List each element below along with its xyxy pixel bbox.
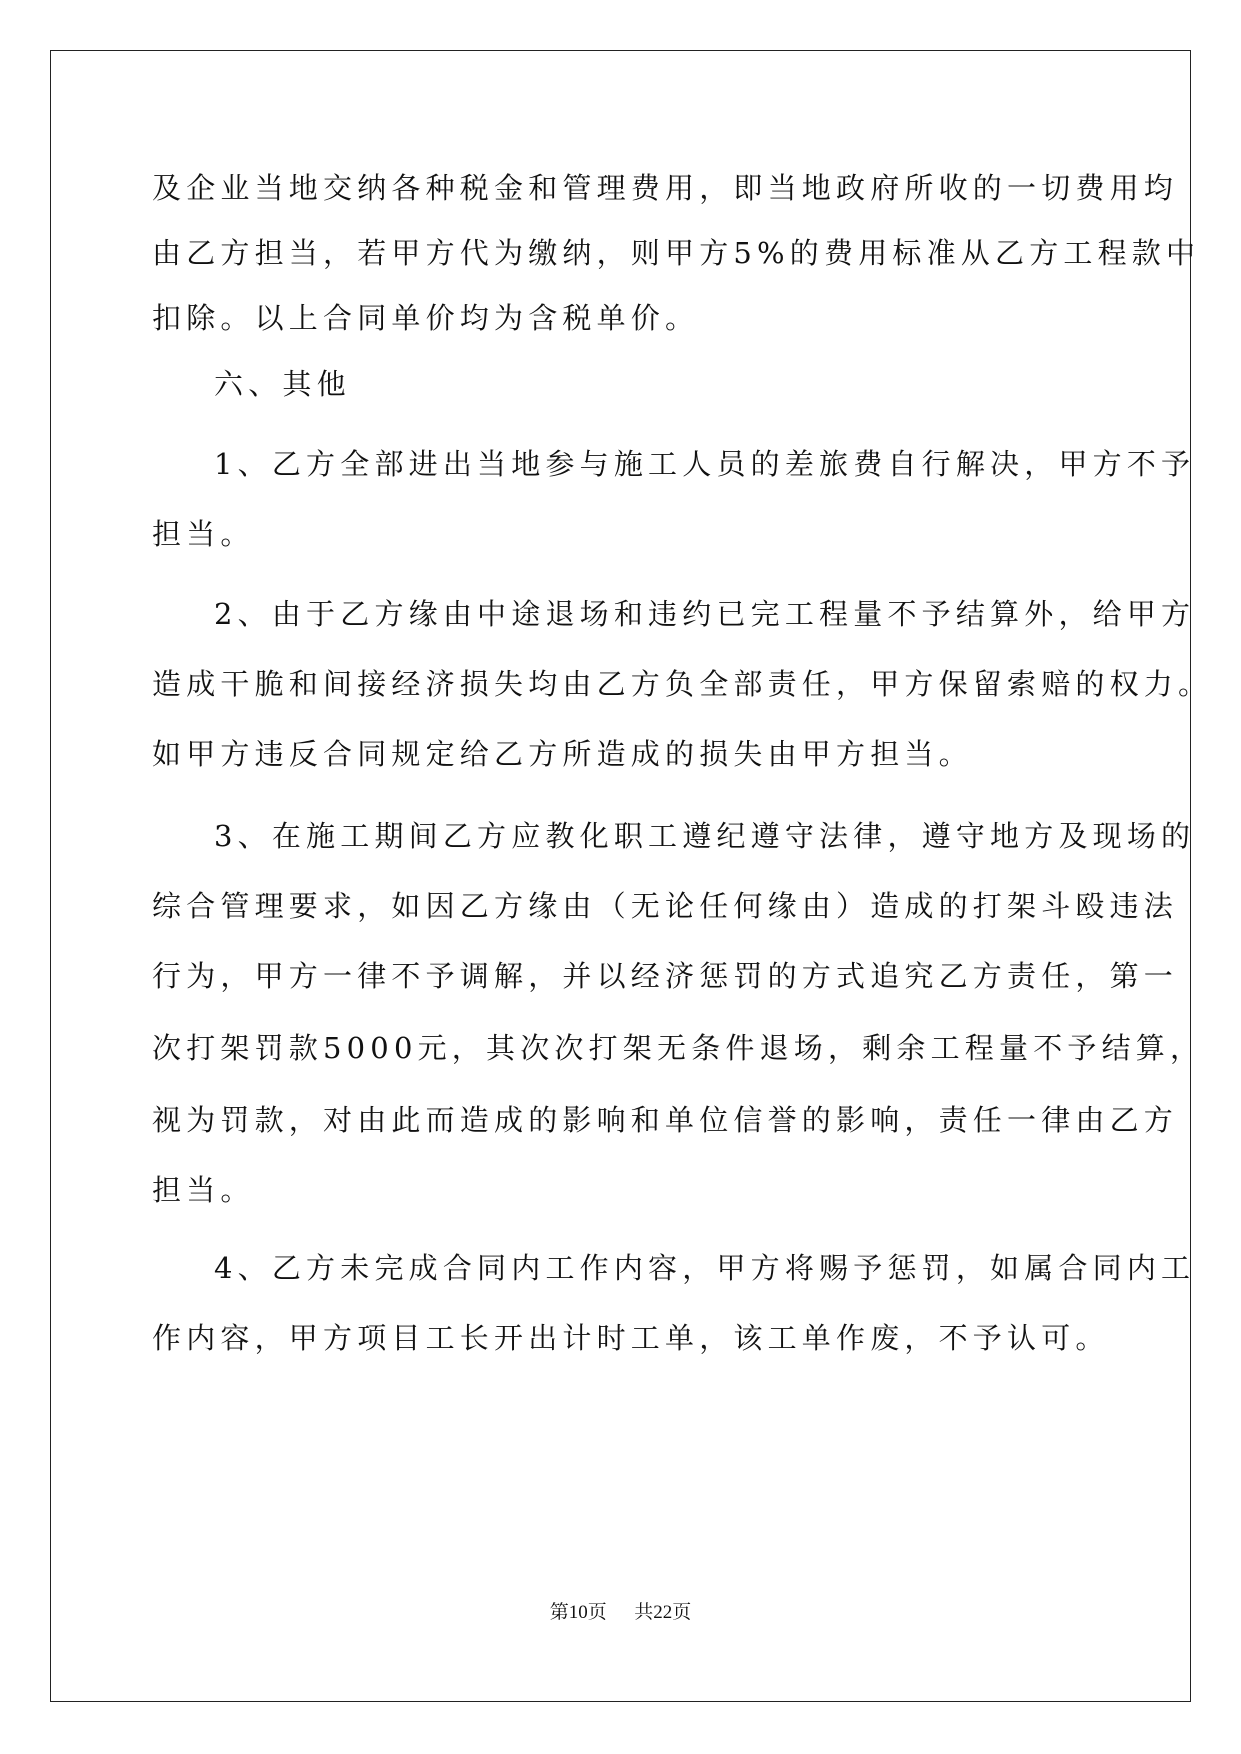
paragraph-line: 3、在施工期间乙方应教化职工遵纪遵守法律，遵守地方及现场的 [214,819,1196,853]
paragraph-line: 4、乙方未完成合同内工作内容，甲方将赐予惩罚，如属合同内工 [214,1251,1196,1285]
paragraph-line: 及企业当地交纳各种税金和管理费用，即当地政府所收的一切费用均 [152,171,1179,205]
paragraph-line: 担当。 [152,517,255,551]
paragraph-line: 综合管理要求，如因乙方缘由（无论任何缘由）造成的打架斗殴违法 [152,889,1179,923]
section-heading: 六、其他 [214,367,351,401]
paragraph-line: 作内容，甲方项目工长开出计时工单，该工单作废，不予认可。 [152,1321,1110,1355]
paragraph-line: 由乙方担当，若甲方代为缴纳，则甲方5%的费用标准从乙方工程款中 [152,236,1201,270]
paragraph-line: 担当。 [152,1173,255,1207]
paragraph-line: 造成干脆和间接经济损失均由乙方负全部责任，甲方保留索赔的权力。 [152,667,1213,701]
paragraph-line: 视为罚款，对由此而造成的影响和单位信誉的影响，责任一律由乙方 [152,1103,1179,1137]
page-footer [0,1599,1241,1627]
paragraph-line: 1、乙方全部进出当地参与施工人员的差旅费自行解决，甲方不予 [214,447,1196,481]
paragraph-line: 次打架罚款5000元，其次次打架无条件退场，剩余工程量不予结算， [152,1031,1205,1065]
paragraph-line: 如甲方违反合同规定给乙方所造成的损失由甲方担当。 [152,737,973,771]
page-number: 第10页 [549,1602,607,1623]
paragraph-line: 扣除。以上合同单价均为含税单价。 [152,301,700,335]
paragraph-line: 行为，甲方一律不予调解，并以经济惩罚的方式追究乙方责任，第一 [152,959,1179,993]
paragraph-line: 2、由于乙方缘由中途退场和违约已完工程量不予结算外，给甲方 [214,597,1196,631]
total-pages: 共22页 [634,1602,692,1623]
